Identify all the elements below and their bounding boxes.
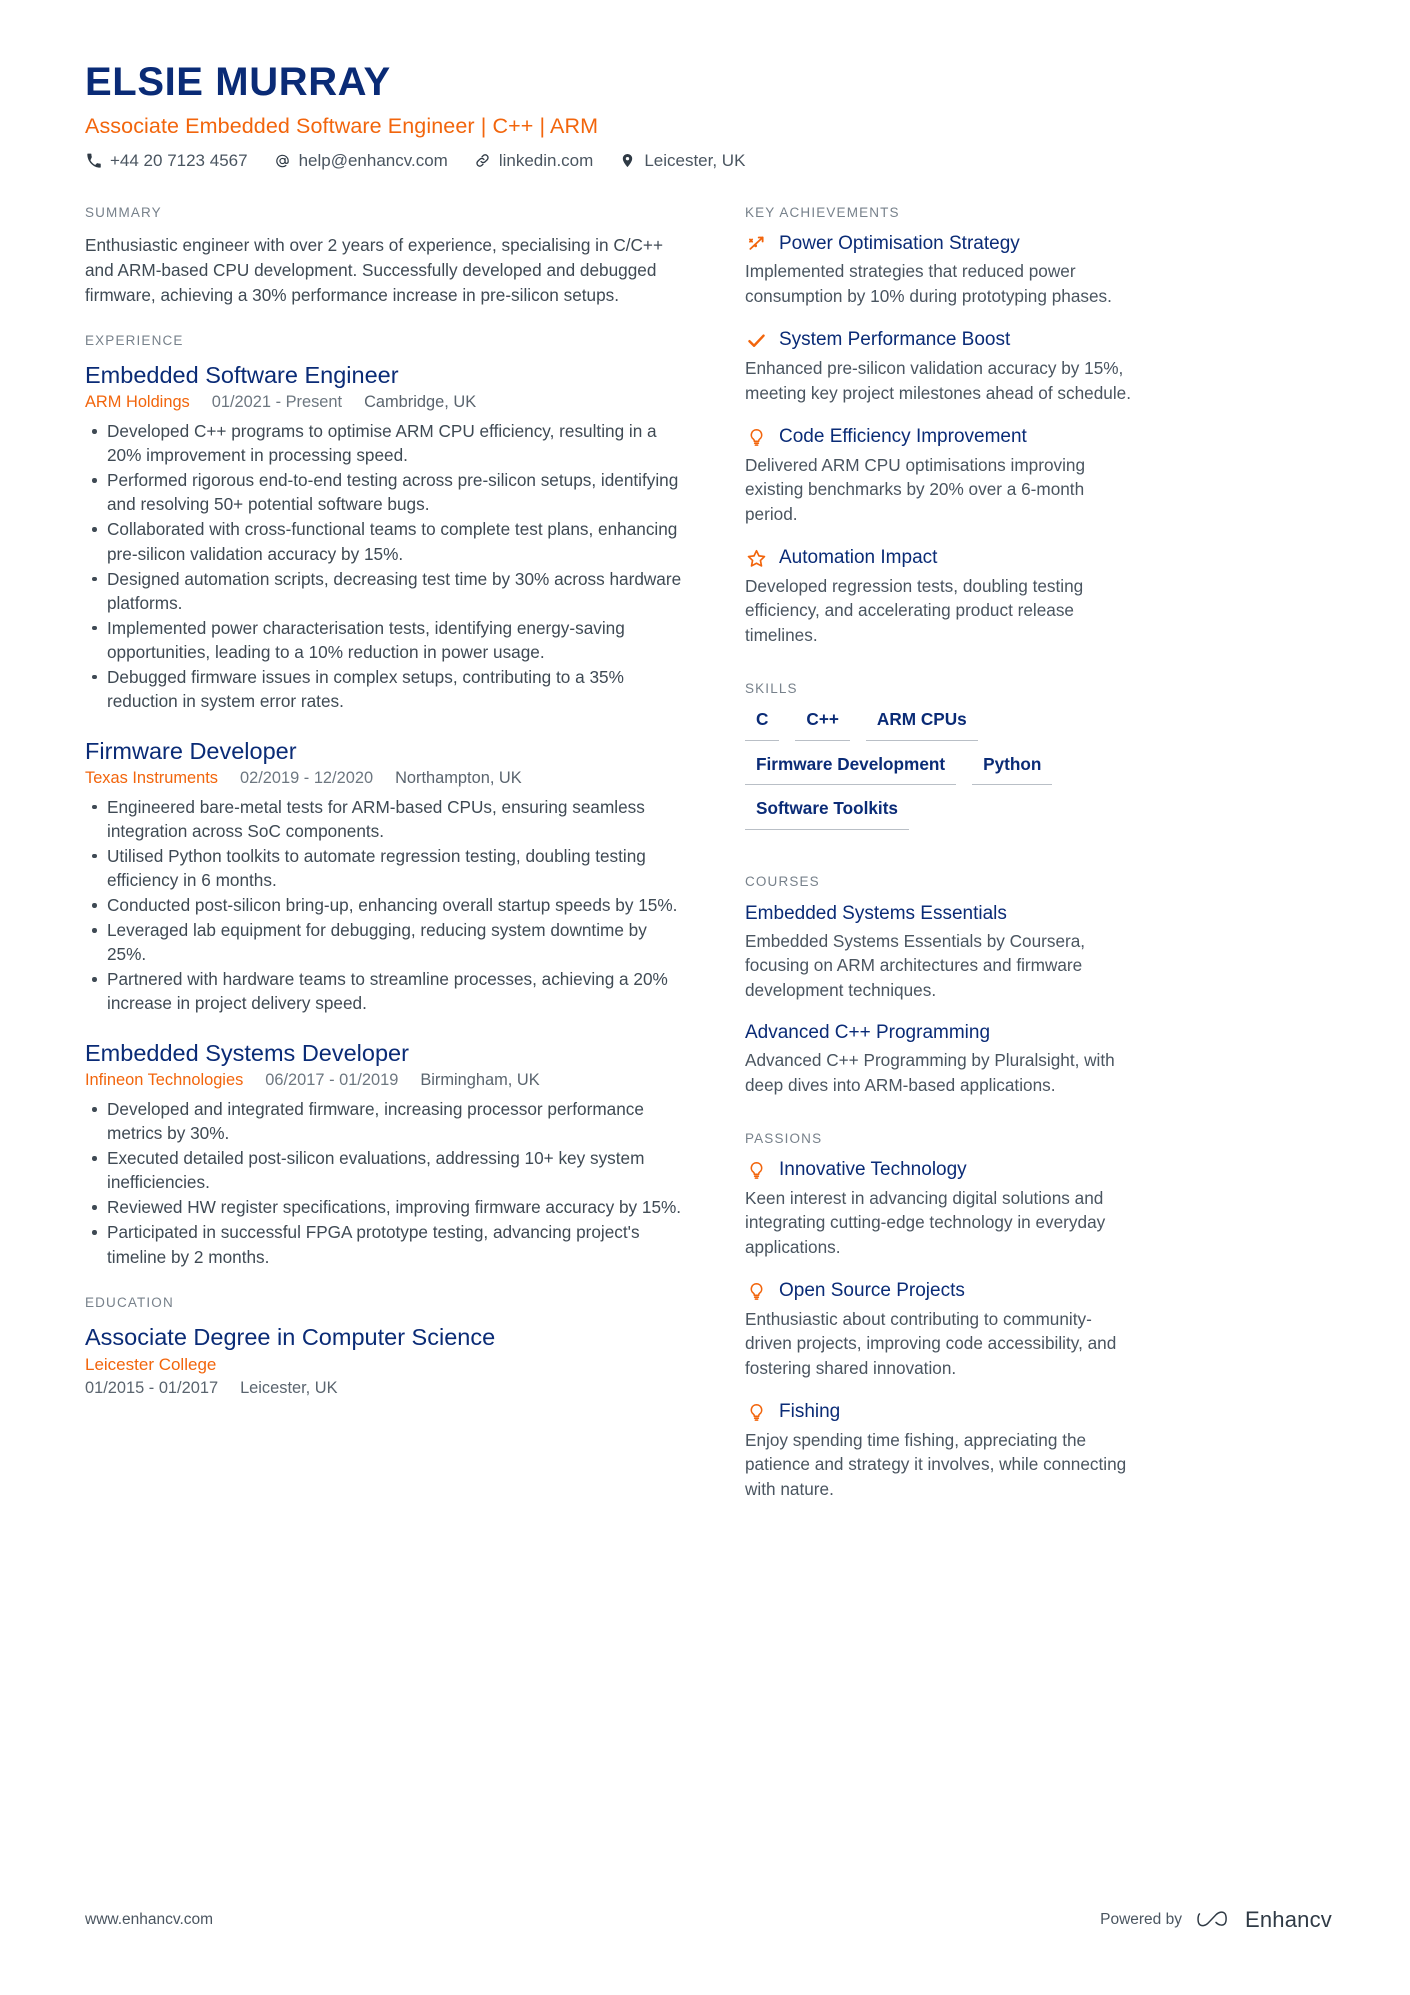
resume-header (85, 60, 1332, 171)
footer-powered-by-label: Powered by (1100, 1911, 1182, 1928)
achievement-title: Automation Impact (779, 547, 938, 569)
passion-item (745, 1401, 1133, 1501)
skill-tag: C (745, 709, 779, 741)
experience-meta (85, 1071, 685, 1090)
lightbulb-icon (745, 1280, 767, 1302)
experience-company: Infineon Technologies (85, 1071, 244, 1090)
achievement-header (745, 233, 1133, 256)
enhancv-logo (1196, 1907, 1332, 1933)
achievement-item (745, 233, 1133, 309)
achievement-item (745, 426, 1133, 526)
course-description: Embedded Systems Essentials by Coursera, focusing on ARM architectures and firmware development techniques. (745, 930, 1086, 1000)
section-title-experience: EXPERIENCE (85, 333, 184, 349)
lightbulb-icon (745, 1402, 767, 1424)
section-courses (745, 874, 1133, 1097)
experience-job-title: Embedded Software Engineer (85, 362, 399, 389)
left-column (85, 205, 685, 1425)
education-dates: 01/2015 - 01/2017 (85, 1379, 219, 1398)
enhancv-brand-name: Enhancv (1244, 1907, 1332, 1932)
achievement-description: Enhanced pre-silicon validation accuracy by 15%, meeting key project milestones ahead of schedule. (745, 358, 1131, 403)
contact-phone[interactable] (85, 151, 248, 171)
achievements-list (745, 233, 1133, 647)
contact-location (619, 151, 745, 171)
achievement-description: Implemented strategies that reduced power consumption by 10% during prototyping phases. (745, 261, 1112, 306)
experience-bullets (85, 1097, 685, 1269)
experience-bullet: Executed detailed post-silicon evaluations, addressing 10+ key system inefficiencies. (85, 1146, 685, 1194)
passion-header (745, 1401, 1133, 1424)
section-title-summary: SUMMARY (85, 204, 162, 220)
trending-up-icon (745, 233, 767, 255)
passion-description: Enthusiastic about contributing to community-driven projects, improving code accessibility, and fostering shared innovation. (745, 1308, 1117, 1378)
experience-dates: 01/2021 - Present (211, 393, 343, 412)
passions-list (745, 1159, 1133, 1501)
experience-bullet: Performed rigorous end-to-end testing across pre-silicon setups, identifying and resolving 50+ potential software bugs. (85, 468, 685, 516)
passion-title: Fishing (779, 1401, 841, 1423)
experience-meta (85, 769, 685, 788)
achievement-item (745, 547, 1133, 647)
contact-list (85, 151, 1332, 171)
courses-list (745, 902, 1133, 1097)
experience-company: Texas Instruments (85, 768, 218, 787)
achievement-header (745, 426, 1133, 449)
experience-bullet: Participated in successful FPGA prototype testing, advancing project's timeline by 2 months. (85, 1220, 685, 1268)
passion-item (745, 1280, 1133, 1380)
experience-location: Northampton, UK (395, 768, 522, 787)
contact-linkedin[interactable] (474, 151, 594, 171)
achievement-header (745, 547, 1133, 570)
experience-location: Cambridge, UK (364, 393, 477, 412)
skill-tag: ARM CPUs (866, 709, 978, 741)
footer-brand (1100, 1907, 1332, 1933)
section-title-education: EDUCATION (85, 1294, 174, 1310)
education-location: Leicester, UK (240, 1379, 338, 1398)
education-degree: Associate Degree in Computer Science (85, 1323, 496, 1350)
achievement-title: Power Optimisation Strategy (779, 232, 1020, 254)
candidate-name: ELSIE MURRAY (85, 60, 391, 104)
footer-website[interactable]: www.enhancv.com (85, 1911, 214, 1928)
experience-meta (85, 393, 685, 412)
section-title-passions: PASSIONS (745, 1131, 823, 1147)
course-item (745, 902, 1133, 1002)
experience-job-title: Firmware Developer (85, 738, 297, 765)
experience-item (85, 1039, 685, 1268)
enhancv-mark-icon (1196, 1907, 1236, 1933)
section-skills (745, 681, 1133, 830)
education-list (85, 1323, 685, 1399)
achievement-title: System Performance Boost (779, 329, 1011, 351)
course-name: Embedded Systems Essentials (745, 902, 1007, 924)
lightbulb-icon (745, 426, 767, 448)
link-icon (474, 152, 491, 169)
course-item (745, 1021, 1133, 1097)
contact-email-text: help@enhancv.com (298, 150, 448, 170)
contact-linkedin-text: linkedin.com (498, 150, 594, 170)
experience-item (85, 737, 685, 1015)
skills-list (745, 709, 1133, 830)
passion-title: Innovative Technology (779, 1159, 967, 1181)
skill-tag: Python (972, 754, 1052, 786)
star-icon (745, 547, 767, 569)
check-icon (745, 330, 767, 352)
section-title-key-achievements: KEY ACHIEVEMENTS (745, 204, 900, 220)
experience-bullet: Reviewed HW register specifications, improving firmware accuracy by 15%. (85, 1195, 685, 1219)
passion-title: Open Source Projects (779, 1280, 965, 1302)
contact-location-text: Leicester, UK (644, 150, 746, 170)
achievement-description: Delivered ARM CPU optimisations improving existing benchmarks by 20% over a 6-month period. (745, 454, 1086, 524)
education-meta (85, 1379, 685, 1398)
experience-bullet: Debugged firmware issues in complex setups, contributing to a 35% reduction in system error rates. (85, 665, 685, 713)
right-column (745, 205, 1133, 1528)
experience-bullet: Designed automation scripts, decreasing test time by 30% across hardware platforms. (85, 567, 685, 615)
experience-bullet: Implemented power characterisation tests, identifying energy-saving opportunities, leading to a 10% reduction in power usage. (85, 616, 685, 664)
section-key-achievements (745, 205, 1133, 647)
location-pin-icon (619, 152, 636, 169)
contact-email[interactable] (274, 151, 448, 171)
at-icon (274, 152, 291, 169)
page-footer (85, 1907, 1332, 1933)
experience-bullet: Conducted post-silicon bring-up, enhancing overall startup speeds by 15%. (85, 893, 685, 917)
passion-description: Keen interest in advancing digital solutions and integrating cutting-edge technology in everyday applications. (745, 1187, 1106, 1257)
achievement-description: Developed regression tests, doubling testing efficiency, and accelerating product release timelines. (745, 575, 1084, 645)
course-description: Advanced C++ Programming by Pluralsight, with deep dives into ARM-based applications. (745, 1050, 1115, 1095)
section-passions (745, 1131, 1133, 1501)
section-summary (85, 205, 685, 308)
passion-header (745, 1280, 1133, 1303)
experience-bullet: Developed C++ programs to optimise ARM CPU efficiency, resulting in a 20% improvement in processing speed. (85, 419, 685, 467)
experience-job-title: Embedded Systems Developer (85, 1040, 409, 1067)
passion-header (745, 1159, 1133, 1182)
skill-tag: Firmware Development (745, 754, 956, 786)
resume-body (85, 205, 1332, 1528)
experience-bullet: Leveraged lab equipment for debugging, reducing system downtime by 25%. (85, 918, 685, 966)
phone-icon (85, 152, 102, 169)
skill-tag: C++ (795, 709, 850, 741)
experience-bullet: Engineered bare-metal tests for ARM-based CPUs, ensuring seamless integration across SoC components. (85, 795, 685, 843)
experience-bullet: Partnered with hardware teams to streamline processes, achieving a 20% increase in project delivery speed. (85, 967, 685, 1015)
passion-item (745, 1159, 1133, 1259)
lightbulb-icon (745, 1159, 767, 1181)
education-school: Leicester College (85, 1355, 217, 1375)
section-experience (85, 333, 685, 1268)
section-education (85, 1295, 685, 1399)
skill-tag: Software Toolkits (745, 798, 909, 830)
education-item (85, 1323, 685, 1399)
achievement-header (745, 329, 1133, 352)
experience-list (85, 361, 685, 1268)
contact-phone-text: +44 20 7123 4567 (110, 150, 248, 170)
experience-bullet: Utilised Python toolkits to automate regression testing, doubling testing efficiency in 6 months. (85, 844, 685, 892)
experience-company: ARM Holdings (85, 393, 190, 412)
candidate-role: Associate Embedded Software Engineer | C++ | ARM (85, 113, 599, 138)
summary-text: Enthusiastic engineer with over 2 years of experience, specialising in C/C++ and ARM-based CPU development. Successfully developed and debugged firmware, achieving a 30% performance increase in pre-silicon setups. (85, 234, 663, 305)
section-title-courses: COURSES (745, 873, 820, 889)
achievement-title: Code Efficiency Improvement (779, 425, 1027, 447)
course-name: Advanced C++ Programming (745, 1022, 991, 1044)
section-title-skills: SKILLS (745, 681, 798, 697)
experience-bullet: Collaborated with cross-functional teams to complete test plans, enhancing pre-silicon validation accuracy by 15%. (85, 517, 685, 565)
experience-location: Birmingham, UK (420, 1071, 540, 1090)
achievement-item (745, 329, 1133, 405)
experience-item (85, 361, 685, 713)
experience-bullets (85, 795, 685, 1016)
experience-bullets (85, 419, 685, 713)
experience-bullet: Developed and integrated firmware, increasing processor performance metrics by 30%. (85, 1097, 685, 1145)
passion-description: Enjoy spending time fishing, appreciating the patience and strategy it involves, while connecting with nature. (745, 1429, 1127, 1499)
experience-dates: 06/2017 - 01/2019 (265, 1071, 399, 1090)
experience-dates: 02/2019 - 12/2020 (240, 768, 374, 787)
